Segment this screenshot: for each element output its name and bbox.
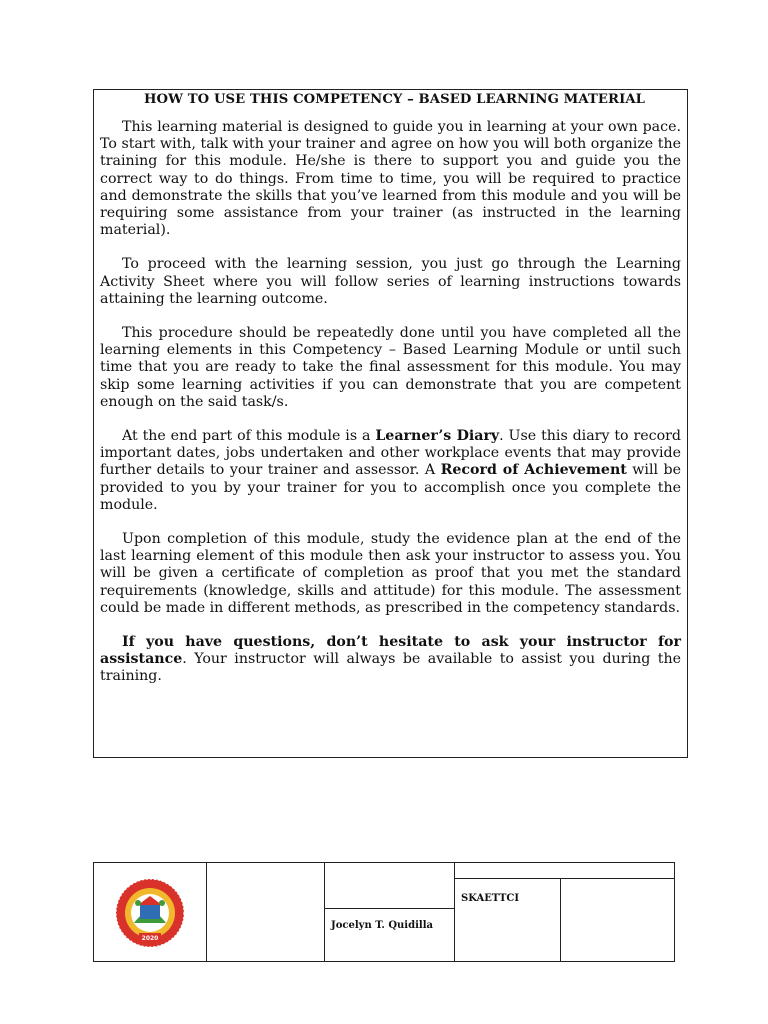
footer-divider (325, 908, 454, 909)
author-name: Jocelyn T. Quidilla (331, 920, 433, 931)
footer-blank-cell (207, 863, 325, 961)
paragraph-procedure: This procedure should be repeatedly done until you have completed all the learning elements in this Competency – Based Learning Module or until such time that you are ready to take the final assessment for this module. You may skip some learning activities if you can demonstrate that you are competent enough on the said task/s. (100, 325, 681, 410)
paragraph-learners-diary (100, 428, 681, 514)
diary-text-3: will be provided to you by your trainer for you to accomplish once you complete the module. (100, 462, 681, 513)
logo-year: 2020 (141, 935, 159, 942)
paragraph-questions (100, 634, 681, 686)
diary-text-1: At the end part of this module is a (122, 428, 376, 445)
footer-author-cell (325, 863, 455, 961)
diary-text-2: . Use this diary to record important dates, jobs undertaken and other workplace events that may provide further details to your trainer and assessor. A (100, 428, 681, 479)
questions-text: . Your instructor will always be available to assist you during the training. (100, 651, 681, 685)
paragraph-learning-session: To proceed with the learning session, you just go through the Learning Activity Sheet where you will follow series of learning instructions towards attaining the learning outcome. (100, 256, 681, 307)
institution-code: SKAETTCI (461, 893, 520, 904)
paragraph-completion: Upon completion of this module, study the evidence plan at the end of the last learning element of this module then ask your instructor to assess you. You will be given a certificate of completion as proof that you met the standard requirements (knowledge, skills and attitude) for this module. The assessment could be made in different methods, as prescribed in the competency standards. (100, 531, 681, 616)
paragraph-intro: This learning material is designed to guide you in learning at your own pace. To start with, talk with your trainer and agree on how you will both organize the training for this module. He/she is there to support you and guide you the correct way to do things. From time to time, you will be required to practice and demonstrate the skills that you’ve learned from this module and you will be requiring some assistance from your trainer (as instructed in the learning material). (100, 119, 681, 239)
learners-diary-term: Learner’s Diary (375, 428, 500, 445)
page-title: HOW TO USE THIS COMPETENCY – BASED LEARNING MATERIAL (144, 92, 646, 107)
footer-divider (560, 878, 561, 961)
school-logo (94, 863, 207, 961)
record-of-achievement-term: Record of Achievement (440, 462, 627, 479)
questions-emphasis: If you have questions, don’t hesitate to ask your instructor for assistance (100, 634, 681, 668)
footer-code-cell (455, 863, 675, 961)
footer-divider (455, 878, 675, 879)
instructions-box (93, 89, 688, 758)
footer-logo-cell (94, 863, 207, 961)
footer-table (93, 862, 675, 962)
